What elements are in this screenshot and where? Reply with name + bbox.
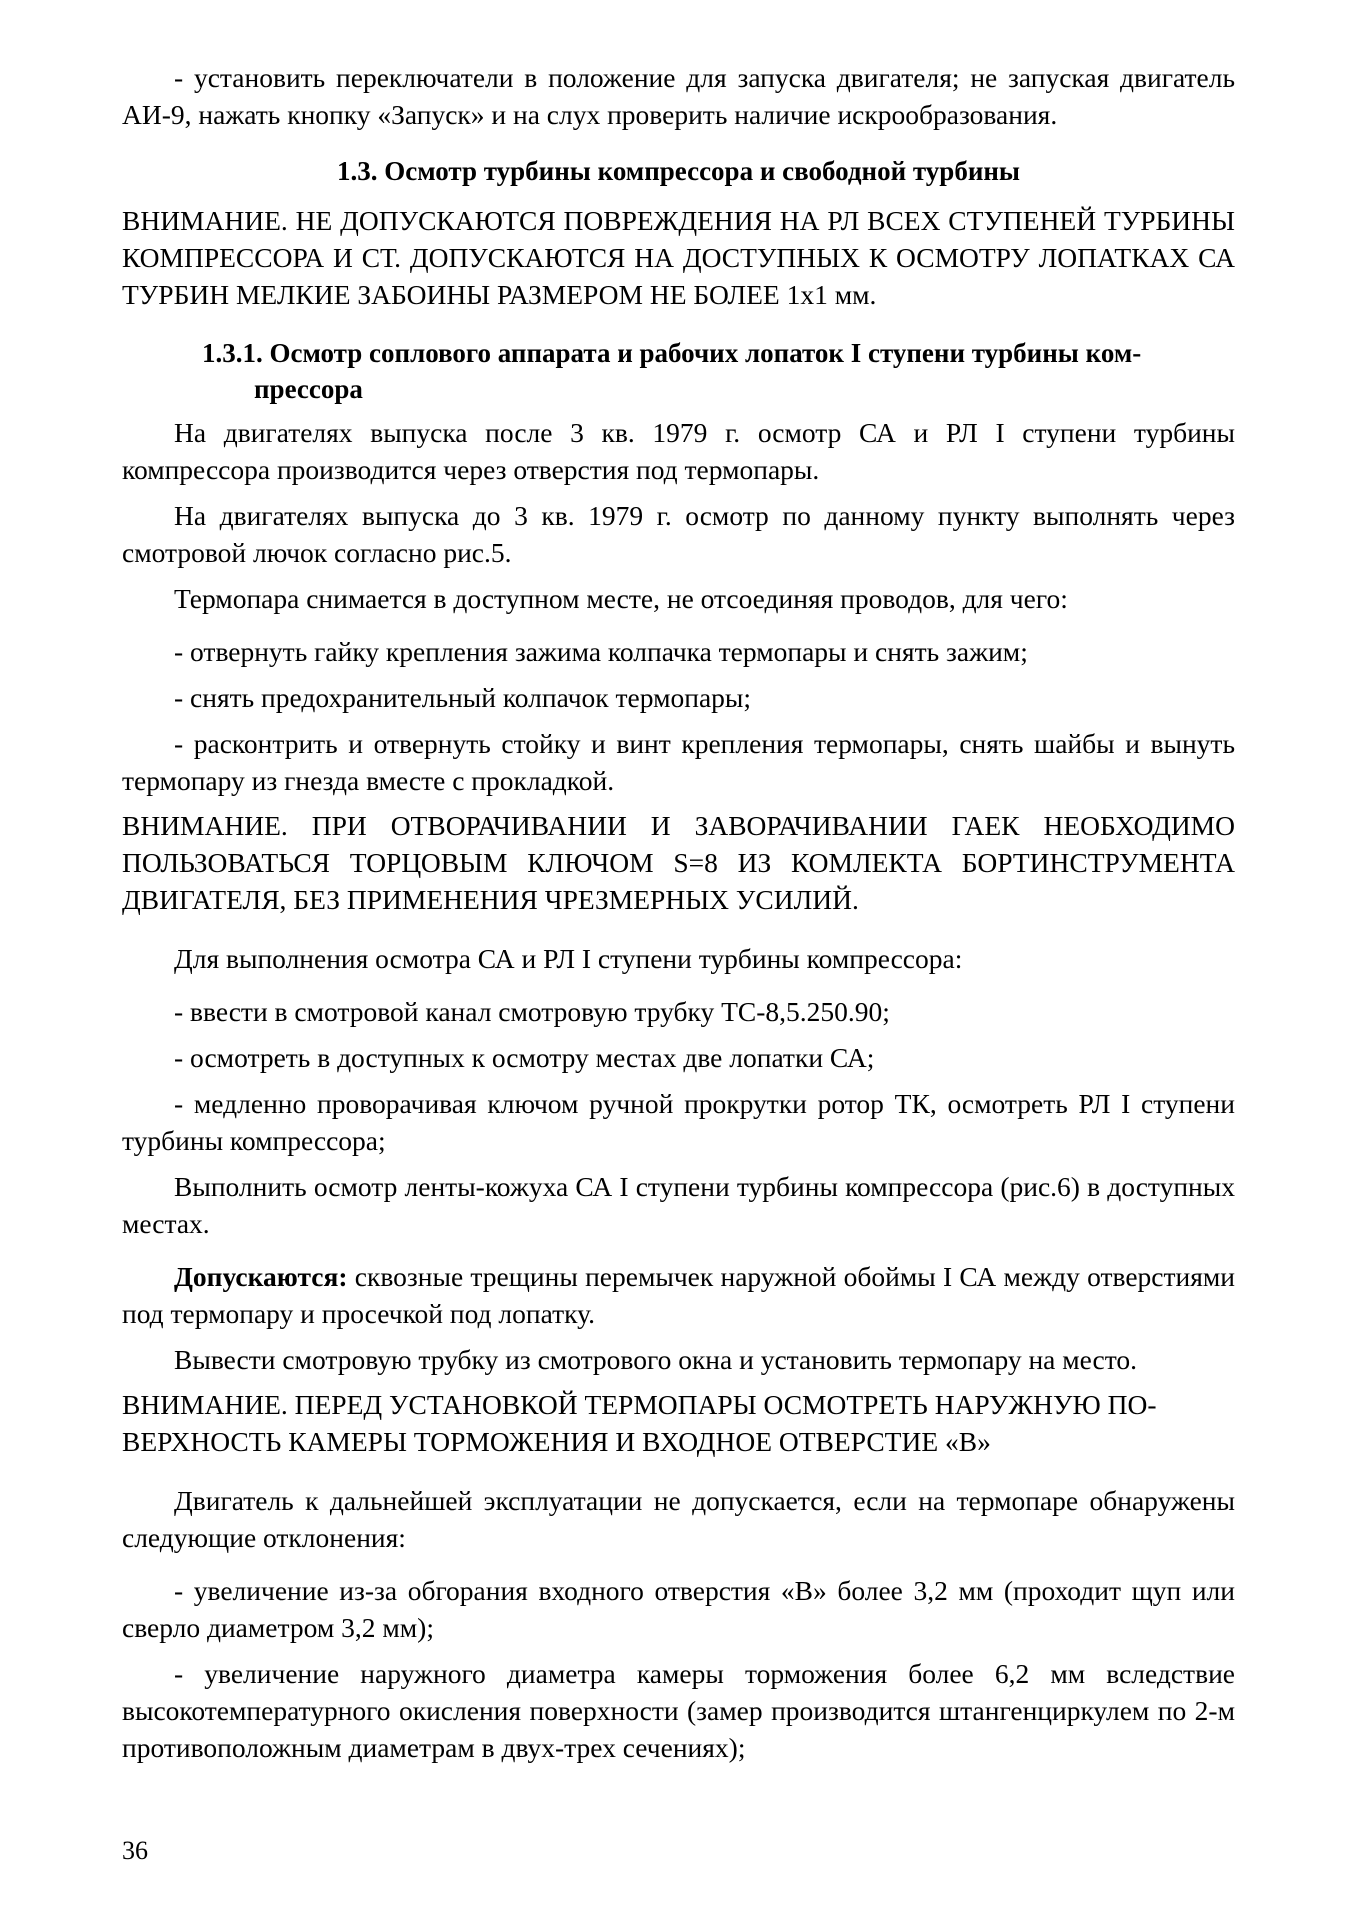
list-item-dash-7: - увеличение из-за обгорания входного отверстия «В» более 3,2 мм (проходит щуп или сверло диаметром 3,2 мм); [122,1574,1235,1643]
paragraph-for-inspection: Для выполнения осмотра СА и РЛ I ступени турбины компрессора: [174,943,963,975]
list-item-dash-6: - медленно проворачивая ключом ручной прокрутки ротор ТК, осмотреть РЛ I ступени турбины компрессора; [122,1088,1235,1157]
attention-block-1: ВНИМАНИЕ. НЕ ДОПУСКАЮТСЯ ПОВРЕЖДЕНИЯ НА РЛ ВСЕХ СТУПЕНЕЙ ТУРБИНЫ КОМПРЕССОРА И СТ. ДОПУСКАЮТСЯ НА ДОСТУПНЫХ К ОСМОТРУ ЛОПАТКАХ СА ТУРБИН МЕЛКИЕ ЗАБОИНЫ РАЗМЕРОМ НЕ БОЛЕЕ 1х1 мм. [122,205,1235,311]
paragraph-remove-tube: Вывести смотровую трубку из смотрового окна и установить термопару на место. [174,1343,1138,1375]
paragraph-allowed-defects [122,1259,1235,1333]
paragraph-tape-shroud: Выполнить осмотр ленты-кожуха СА I ступени турбины компрессора (рис.6) в доступных местах. [122,1171,1235,1239]
heading-section-1-3-1 [122,336,1235,407]
paragraph-thermocouple-removal: Термопара снимается в доступном месте, не отсоединяя проводов, для чего: [174,583,1068,615]
list-item-dash-3: - расконтрить и отвернуть стойку и винт крепления термопары, снять шайбы и вынуть термопару из гнезда вместе с прокладкой. [122,728,1235,797]
list-item-dash-8: - увеличение наружного диаметра камеры торможения более 6,2 мм вследствие высокотемпературного окисления поверхности (замер производится штангенциркулем по 2-м противоположным диаметрам в двух-трех сечениях); [122,1657,1235,1763]
page-content [122,60,1235,1767]
list-item-dash-5: - осмотреть в доступных к осмотру местах две лопатки СА; [174,1042,875,1074]
heading-section-1-3: 1.3. Осмотр турбины компрессора и свободной турбины [336,155,1021,186]
attention-block-3: ВНИМАНИЕ. ПЕРЕД УСТАНОВКОЙ ТЕРМОПАРЫ ОСМОТРЕТЬ НАРУЖНУЮ ПОВЕРХНОСТЬ КАМЕРЫ ТОРМОЖЕНИЯ И ВХОДНОЕ ОТВЕРСТИЕ «В» [122,1388,1157,1457]
heading-1-3-1-line-1: 1.3.1. Осмотр соплового аппарата и рабочих лопаток I ступени турбины ком- [202,338,1142,369]
paragraph-intro-dash-item: - установить переключатели в положение для запуска двигателя; не запуская двигатель АИ-9, нажать кнопку «Запуск» и на слух проверить наличие искрообразования. [122,62,1235,130]
heading-1-3-1-line-2: прессора [254,373,363,404]
attention-block-2: ВНИМАНИЕ. ПРИ ОТВОРАЧИВАНИИ И ЗАВОРАЧИВАНИИ ГАЕК НЕОБХОДИМО ПОЛЬЗОВАТЬСЯ ТОРЦОВЫМ КЛЮЧОМ S=8 ИЗ КОМЛЕКТА БОРТИНСТРУМЕНТА ДВИГАТЕЛЯ, БЕЗ ПРИМЕНЕНИЯ ЧРЕЗМЕРНЫХ УСИЛИЙ. [122,810,1235,916]
list-item-dash-2: - снять предохранительный колпачок термопары; [174,682,752,714]
allowed-text: сквозные трещины перемычек наружной обоймы I СА между отверстиями под термопару и просечкой под лопатку. [122,1260,1235,1329]
paragraph-after-1979: На двигателях выпуска после 3 кв. 1979 г. осмотр СА и РЛ I ступени турбины компрессора производится через отверстия под термопары. [122,417,1235,486]
page-number: 36 [122,1836,148,1865]
list-item-dash-1: - отвернуть гайку крепления зажима колпачка термопары и снять зажим; [174,636,1028,668]
paragraph-engine-not-allowed: Двигатель к дальнейшей эксплуатации не допускается, если на термопаре обнаружены следующие отклонения: [122,1484,1235,1553]
allowed-label: Допускаются: [174,1260,348,1292]
list-item-dash-4: - ввести в смотровой канал смотровую трубку ТС-8,5.250.90; [174,996,890,1028]
paragraph-before-1979: На двигателях выпуска до 3 кв. 1979 г. осмотр по данному пункту выполнять через смотровой лючок согласно рис.5. [122,500,1235,569]
